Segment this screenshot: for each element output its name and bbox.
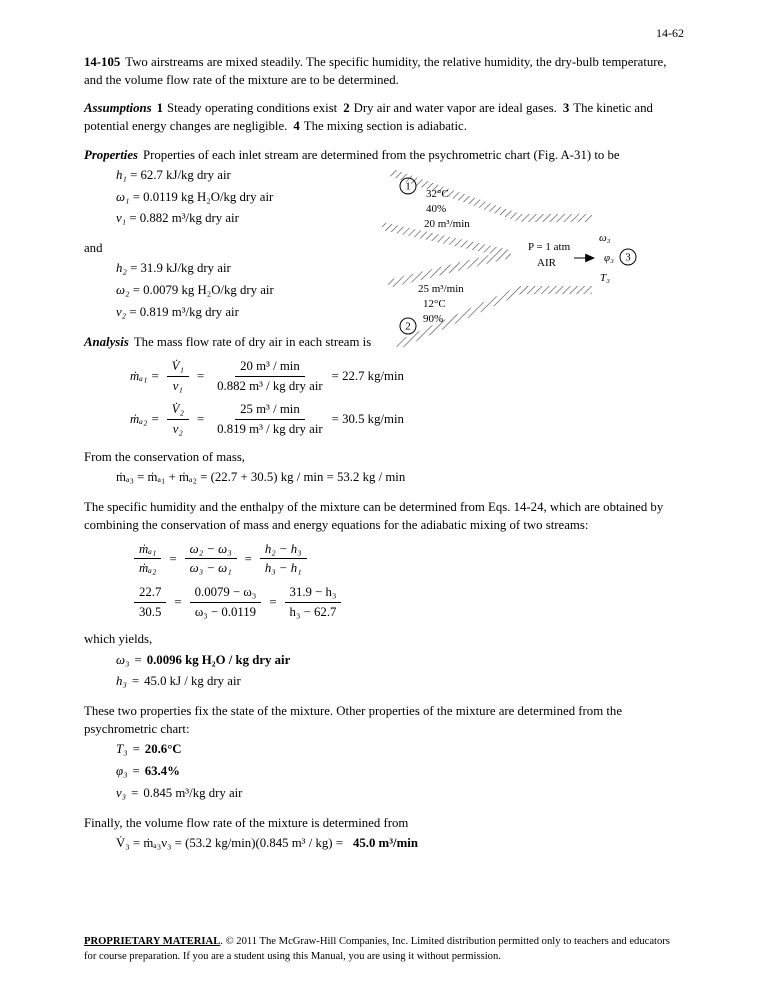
result-temperature: T₃ = 20.6°C <box>116 742 182 757</box>
stream3-number: 3 <box>625 251 631 264</box>
result-relative-humidity: φ₃ = 63.4% <box>116 764 180 779</box>
stream1-temperature: 32°C <box>426 187 449 200</box>
fraction: $\frac{\text{h₂ − h₃}}{\text{h₃ − h₁}}$ <box>260 541 307 577</box>
footer-bold-label: PROPRIETARY MATERIAL <box>84 936 221 948</box>
assumption-number: 4 <box>293 119 300 134</box>
equation-mass-flow-1: ṁₐ₁ = $\frac{\text{V̇₁}}{\text{ν₁}}$ = $\frac{\text{20 m³ / min}}{\text{0.882 m³ / kg dry air}}$ = 22.7 kg/min <box>130 359 404 393</box>
eqs-14-24-paragraph: The specific humidity and the enthalpy of the mixture can be determined from Eqs. 14-24, which are obtained by combining the conservation of mass and energy equations for the adiabatic mixing of two streams: <box>84 499 664 532</box>
equation-w1: ω₁ = 0.0119 kg H₂O/kg dry air <box>116 189 274 204</box>
analysis-intro: The mass flow rate of dry air in each stream is <box>133 334 372 349</box>
result-enthalpy: h₃ = 45.0 kJ / kg dry air <box>116 674 241 689</box>
which-yields-text: which yields, <box>84 632 153 647</box>
fraction: $\frac{\text{0.0079 − ω₃}}{\text{ω₃ − 0.0119}}$ <box>190 584 262 620</box>
mixing-duct-diagram <box>382 170 684 348</box>
problem-statement: Two airstreams are mixed steadily. The specific humidity, the relative humidity, the dry-bulb temperature, and the volume flow rate of the mixture are to be determined. <box>84 55 667 88</box>
assumption-text: Dry air and water vapor are ideal gases. <box>353 101 557 116</box>
equation-v1: ν₁ = 0.882 m³/kg dry air <box>116 211 239 226</box>
equation-mass-flow-2: ṁₐ₂ = $\frac{\text{V̇₂}}{\text{ν₂}}$ = $\frac{\text{25 m³ / min}}{\text{0.819 m³ / kg dry air}}$ = 30.5 kg/min <box>130 402 404 436</box>
fraction: $\frac{\text{V̇₂}}{\text{ν₂}}$ <box>167 401 189 437</box>
duct-center-wedge <box>382 226 510 284</box>
mixing-duct-figure <box>382 170 684 352</box>
fraction: $\frac{\text{ṁₐ₁}}{\text{ṁₐ₂}}$ <box>134 541 161 577</box>
fraction: $\frac{\text{25 m³ / min}}{\text{0.819 m³ / kg dry air}}$ <box>217 402 323 436</box>
result-specific-humidity: ω₃ = 0.0096 kg H₂O / kg dry air <box>116 652 291 667</box>
assumption-number: 2 <box>343 101 350 116</box>
equation-ratio-symbolic: $\frac{\text{ṁₐ₁}}{\text{ṁₐ₂}}$ = $\frac{\text{ω₂ − ω₃}}{\text{ω₃ − ω₁}}$ = $\frac{\text{h₂ − h₃}}{\text{h₃ − h₁}}$ <box>130 541 684 577</box>
fix-state-paragraph: These two properties fix the state of the mixture. Other properties of the mixture are determined from the psychrometric chart: <box>84 704 622 737</box>
stream1-humidity: 40% <box>426 202 447 215</box>
problem-paragraph <box>84 53 684 89</box>
equation-conservation-of-mass: ṁₐ₃ = ṁₐ₁ + ṁₐ₂ = (22.7 + 30.5) kg / min = 53.2 kg / min <box>116 469 406 484</box>
stream2-humidity: 90% <box>423 312 444 325</box>
assumption-text: The kinetic and potential energy changes are negligible. <box>84 101 653 134</box>
fraction: $\frac{\text{31.9 − h₃}}{\text{h₃ − 62.7}}$ <box>285 584 342 620</box>
equation-ratio-numeric: $\frac{22.7}{30.5}$ = $\frac{\text{0.0079 − ω₃}}{\text{ω₃ − 0.0119}}$ = $\frac{\text{31.9 − h₃}}{\text{h₃ − 62.7}}$ <box>130 584 684 620</box>
finally-paragraph: Finally, the volume flow rate of the mixture is determined from <box>84 815 409 830</box>
properties-paragraph <box>84 146 684 164</box>
fraction: $\frac{\text{ω₂ − ω₃}}{\text{ω₃ − ω₁}}$ <box>185 541 237 577</box>
problem-id: 14-105 <box>84 55 121 69</box>
assumption-text: The mixing section is adiabatic. <box>303 119 467 134</box>
assumptions-paragraph <box>84 99 684 135</box>
outlet-pressure: P = 1 atm <box>528 240 571 253</box>
equation-final-volume-flow: V̇₃ = ṁₐ₃ν₃ = (53.2 kg/min)(0.845 m³ / kg) = 45.0 m³/min <box>116 836 418 851</box>
stream1-flow-rate: 20 m³/min <box>424 217 470 230</box>
outlet-relative-humidity: φ₃ <box>604 251 614 264</box>
stream1-number: 1 <box>405 180 411 193</box>
fraction: $\frac{22.7}{30.5}$ <box>134 584 166 620</box>
stream2-number: 2 <box>405 320 411 333</box>
properties-label: Properties <box>84 147 139 162</box>
assumption-text: Steady operating conditions exist <box>166 101 338 116</box>
properties-text: Properties of each inlet stream are determined from the psychrometric chart (Fig. A-31) to be <box>143 147 620 162</box>
page-number: 14-62 <box>656 26 684 40</box>
result-specific-volume: ν₃ = 0.845 m³/kg dry air <box>116 786 243 801</box>
conservation-intro: From the conservation of mass, <box>84 449 245 464</box>
duct-top-wall <box>390 172 592 218</box>
and-connector: and <box>84 241 103 256</box>
assumptions-label: Assumptions <box>84 101 152 116</box>
outlet-medium: AIR <box>537 256 556 269</box>
stream2-temperature: 12°C <box>423 297 446 310</box>
fraction: $\frac{\text{V̇₁}}{\text{ν₁}}$ <box>167 358 189 394</box>
equation-h2: h₂ = 31.9 kJ/kg dry air <box>116 261 231 276</box>
outlet-temperature: T₃ <box>600 271 610 284</box>
assumption-number: 3 <box>562 101 570 116</box>
equation-h1: h₁ = 62.7 kJ/kg dry air <box>116 167 231 182</box>
analysis-label: Analysis <box>84 334 129 349</box>
outlet-specific-humidity: ω₃ <box>599 231 611 244</box>
fraction: $\frac{\text{20 m³ / min}}{\text{0.882 m³ / kg dry air}}$ <box>217 359 323 393</box>
equation-v2: ν₂ = 0.819 m³/kg dry air <box>116 305 239 320</box>
equation-w2: ω₂ = 0.0079 kg H₂O/kg dry air <box>116 283 274 298</box>
footer-text: . © 2011 The McGraw-Hill Companies, Inc. Limited distribution permitted only to teachers and educators for course preparation. If you are a student using this Manual, you are using it without permission. <box>84 936 670 962</box>
proprietary-footer <box>84 935 684 964</box>
assumption-number: 1 <box>156 101 163 116</box>
stream2-flow-rate: 25 m³/min <box>418 282 464 295</box>
